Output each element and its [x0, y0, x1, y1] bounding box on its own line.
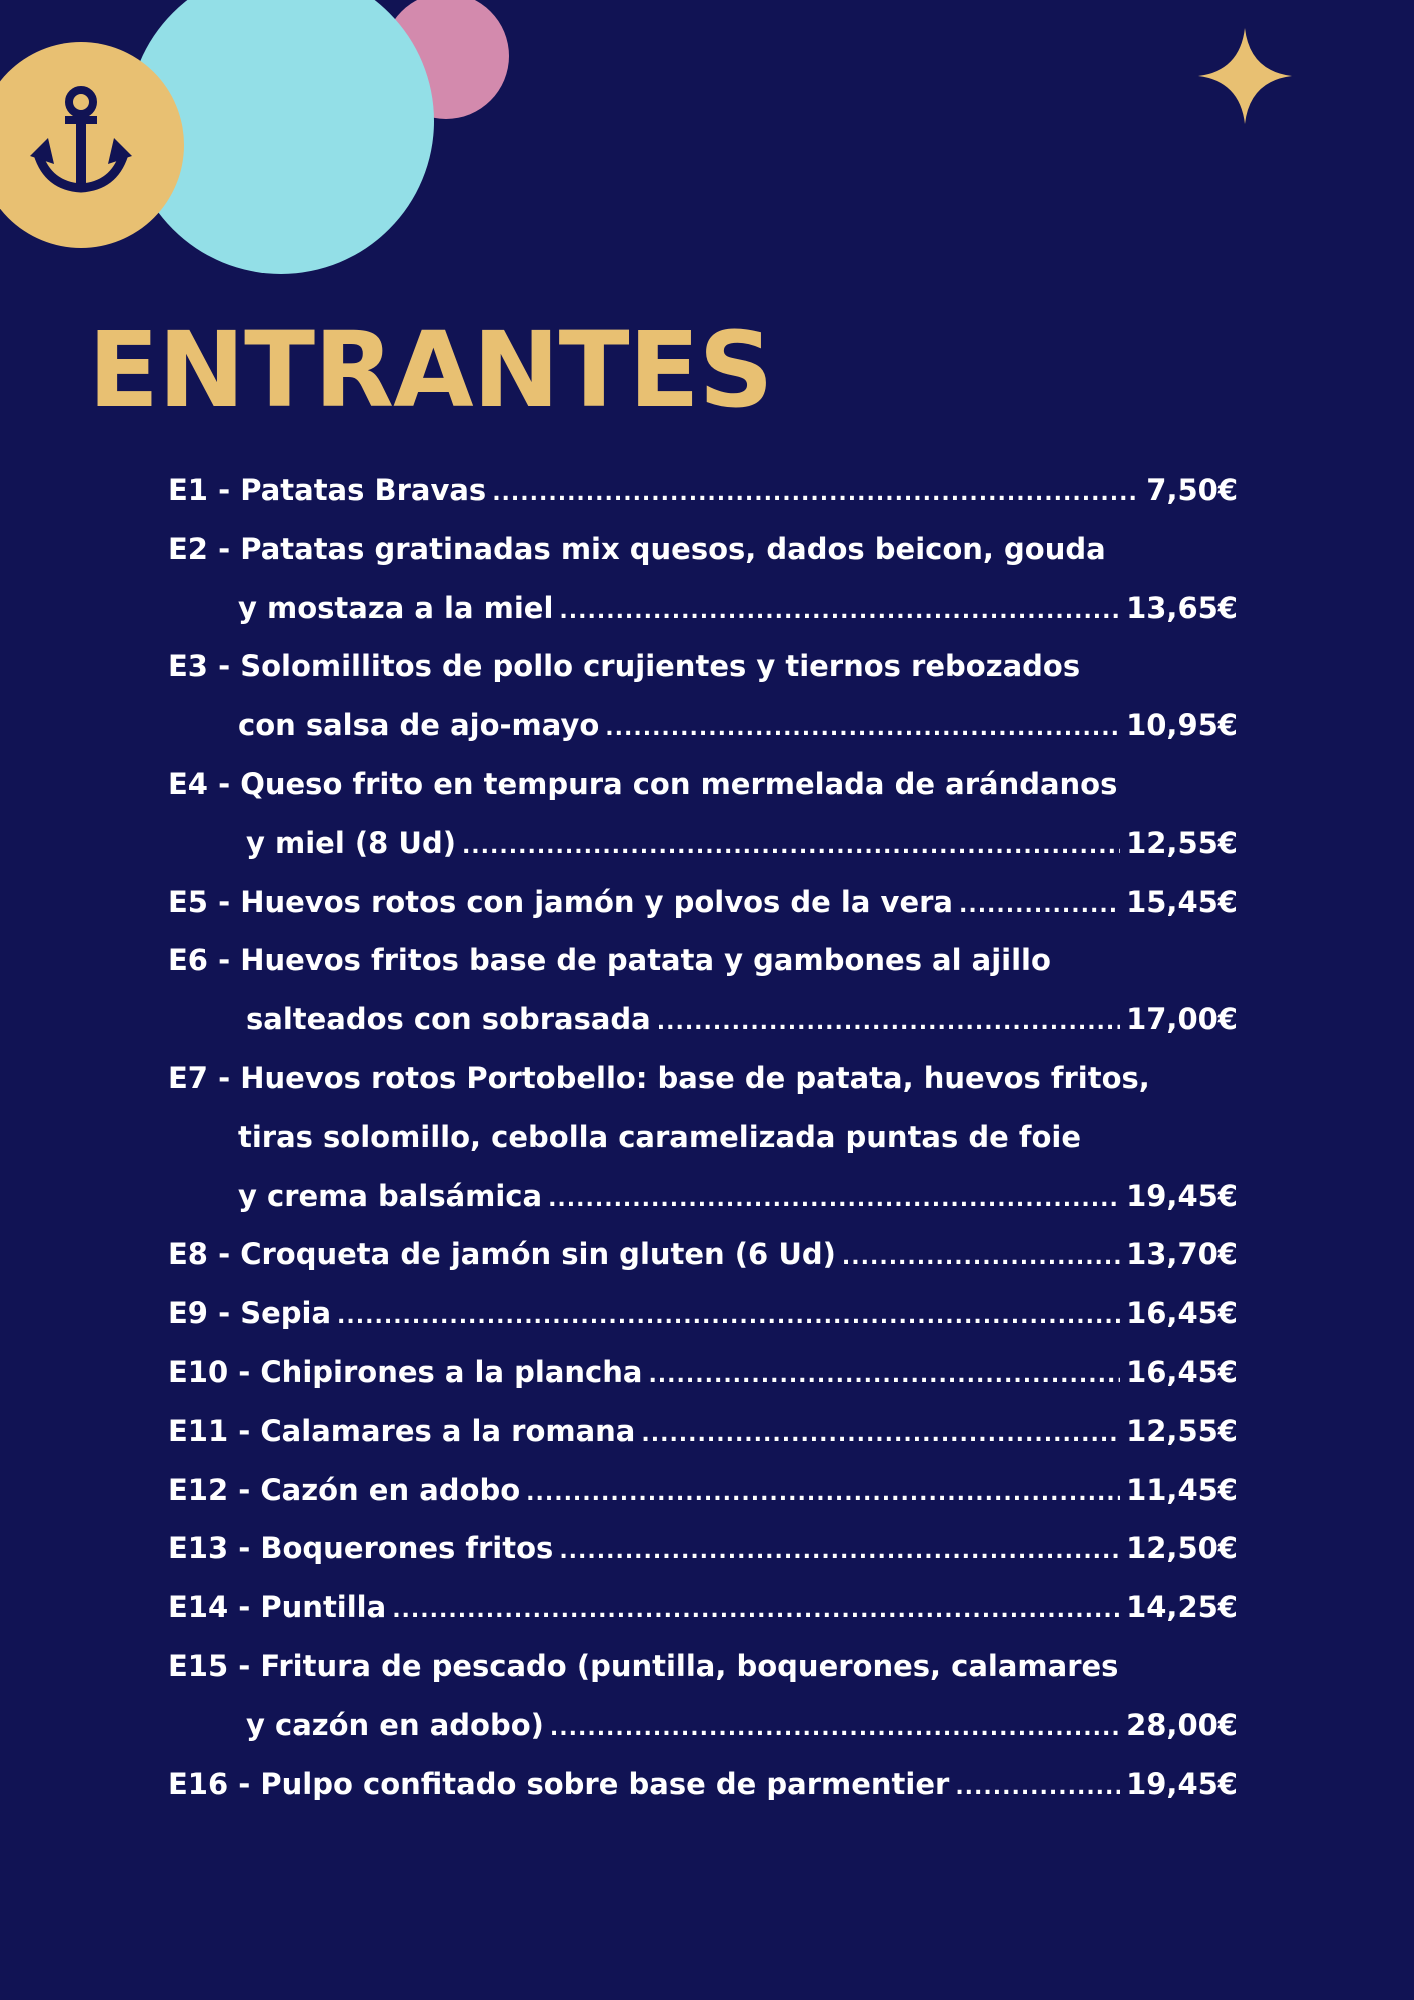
menu-item-e1	[168, 461, 1238, 520]
menu-item-price: 13,70€	[1126, 1237, 1238, 1272]
menu-item-e6-continuation	[168, 990, 1238, 1049]
dot-leader	[955, 1759, 1120, 1818]
menu-item-name: E12 - Cazón en adobo	[168, 1472, 521, 1507]
menu-item-name: E8 - Croqueta de jamón sin gluten (6 Ud)	[168, 1237, 836, 1272]
page-title: ENTRANTES	[88, 309, 773, 431]
menu-item-price: 10,95€	[1126, 708, 1238, 743]
menu-item-price: 17,00€	[1126, 1002, 1238, 1037]
menu-item-price: 12,55€	[1126, 825, 1238, 860]
menu-item-price: 14,25€	[1126, 1590, 1238, 1625]
menu-item-e4-continuation	[168, 814, 1238, 873]
menu-item-e16	[168, 1755, 1238, 1814]
menu-item-name: E3 - Solomillitos de pollo crujientes y tiernos rebozados	[168, 649, 1081, 684]
menu-item-e10	[168, 1343, 1238, 1402]
menu-item-price: 12,55€	[1126, 1413, 1238, 1448]
dot-leader	[959, 877, 1120, 936]
menu-item-e6	[168, 931, 1238, 990]
menu-item-name: E7 - Huevos rotos Portobello: base de patata, huevos fritos,	[168, 1060, 1150, 1095]
menu-item-name: E14 - Puntilla	[168, 1590, 387, 1625]
menu-item-e2-continuation	[168, 579, 1238, 638]
menu-item-price: 28,00€	[1126, 1707, 1238, 1742]
menu-item-name-continuation: con salsa de ajo-mayo	[238, 708, 600, 743]
menu-item-price: 19,45€	[1126, 1178, 1238, 1213]
menu-list	[168, 461, 1238, 1813]
menu-item-price: 13,65€	[1126, 590, 1238, 625]
dot-leader	[392, 1582, 1120, 1641]
dot-leader	[337, 1288, 1120, 1347]
dot-leader	[648, 1347, 1120, 1406]
dot-leader	[605, 700, 1120, 759]
menu-item-e7-continuation	[168, 1108, 1238, 1167]
menu-item-name-continuation: y miel (8 Ud)	[246, 825, 456, 860]
menu-item-price: 19,45€	[1126, 1766, 1238, 1801]
menu-item-e15-continuation	[168, 1696, 1238, 1755]
four-point-star-icon	[1198, 28, 1292, 124]
menu-item-price: 16,45€	[1126, 1354, 1238, 1389]
menu-item-name: E6 - Huevos fritos base de patata y gambones al ajillo	[168, 943, 1051, 978]
menu-item-e4	[168, 755, 1238, 814]
menu-item-name: E4 - Queso frito en tempura con mermelada de arándanos	[168, 766, 1118, 801]
menu-item-price: 15,45€	[1126, 884, 1238, 919]
menu-item-name: E2 - Patatas gratinadas mix quesos, dados beicon, gouda	[168, 531, 1106, 566]
menu-item-price: 7,50€	[1146, 473, 1238, 507]
menu-item-name: E16 - Pulpo confitado sobre base de parmentier	[168, 1766, 950, 1801]
dot-leader	[550, 1700, 1120, 1759]
menu-item-name: E13 - Boquerones fritos	[168, 1531, 554, 1566]
menu-item-e8	[168, 1225, 1238, 1284]
menu-item-price: 12,50€	[1126, 1531, 1238, 1566]
menu-item-e3	[168, 637, 1238, 696]
menu-item-e15	[168, 1637, 1238, 1696]
menu-item-price: 11,45€	[1126, 1472, 1238, 1507]
menu-item-e9	[168, 1284, 1238, 1343]
menu-item-name-continuation: y mostaza a la miel	[238, 590, 554, 625]
menu-item-e7	[168, 1049, 1238, 1108]
menu-item-name: E5 - Huevos rotos con jamón y polvos de la vera	[168, 884, 953, 919]
anchor-icon	[30, 84, 132, 194]
menu-item-name: E11 - Calamares a la romana	[168, 1413, 636, 1448]
menu-item-e2	[168, 520, 1238, 579]
menu-item-name-continuation: salteados con sobrasada	[246, 1002, 651, 1037]
dot-leader	[641, 1406, 1120, 1465]
menu-item-e5	[168, 873, 1238, 932]
menu-item-e12	[168, 1461, 1238, 1520]
menu-item-name-continuation: tiras solomillo, cebolla caramelizada puntas de foie	[238, 1119, 1082, 1154]
menu-item-name: E15 - Fritura de pescado (puntilla, boquerones, calamares	[168, 1648, 1119, 1683]
menu-item-name: E10 - Chipirones a la plancha	[168, 1354, 643, 1389]
menu-item-price: 16,45€	[1126, 1296, 1238, 1331]
dot-leader	[657, 994, 1120, 1053]
dot-leader	[559, 583, 1120, 642]
menu-item-e14	[168, 1578, 1238, 1637]
menu-item-name-continuation: y crema balsámica	[238, 1178, 543, 1213]
menu-item-e11	[168, 1402, 1238, 1461]
menu-item-e3-continuation	[168, 696, 1238, 755]
menu-item-name-continuation: y cazón en adobo)	[246, 1707, 544, 1742]
dot-leader	[559, 1523, 1120, 1582]
menu-item-name: E9 - Sepia	[168, 1296, 332, 1331]
dot-leader	[462, 818, 1120, 877]
dot-leader	[842, 1229, 1120, 1288]
dot-leader	[548, 1171, 1120, 1230]
menu-item-e7-continuation	[168, 1167, 1238, 1226]
dot-leader	[526, 1465, 1120, 1524]
menu-item-e13	[168, 1519, 1238, 1578]
dot-leader	[492, 465, 1140, 524]
menu-item-name: E1 - Patatas Bravas	[168, 473, 487, 507]
